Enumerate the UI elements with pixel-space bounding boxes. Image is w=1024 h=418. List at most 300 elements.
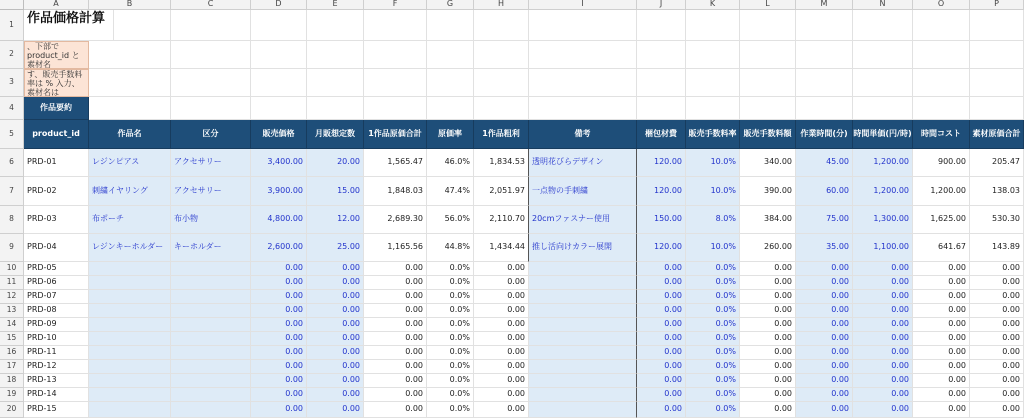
cell-category[interactable]: キーホルダー: [171, 234, 251, 262]
cell-zero[interactable]: 0.00: [474, 262, 529, 276]
grid-cell[interactable]: [796, 10, 853, 41]
cell-zero[interactable]: 0.00: [307, 290, 364, 304]
cell-zero[interactable]: 0.00: [307, 346, 364, 360]
cell-zero[interactable]: 0.00: [474, 388, 529, 402]
grid-cell[interactable]: [474, 41, 529, 69]
row-header-14[interactable]: 14: [0, 318, 24, 332]
column-header-n[interactable]: N: [853, 0, 913, 10]
cell-zero[interactable]: 0.00: [853, 276, 913, 290]
cell-zero[interactable]: 0.00: [364, 374, 427, 388]
table-header-10[interactable]: 梱包材費: [637, 120, 686, 149]
grid-cell[interactable]: [853, 97, 913, 120]
cell-zero[interactable]: 0.0%: [686, 318, 740, 332]
cell-id[interactable]: PRD-05: [24, 262, 89, 276]
cell-zero[interactable]: 0.00: [913, 360, 970, 374]
cell-id[interactable]: PRD-04: [24, 234, 89, 262]
cell-zero[interactable]: 0.00: [740, 318, 796, 332]
row-header-5[interactable]: 5: [0, 120, 24, 149]
grid-cell[interactable]: [529, 262, 637, 276]
cell-zero[interactable]: 0.00: [796, 402, 853, 418]
cell-zero[interactable]: 0.00: [796, 318, 853, 332]
grid-cell[interactable]: [427, 97, 474, 120]
cell-material[interactable]: 205.47: [970, 149, 1024, 177]
cell-zero[interactable]: 0.00: [637, 332, 686, 346]
grid-cell[interactable]: [89, 360, 171, 374]
cell-id[interactable]: PRD-08: [24, 304, 89, 318]
cell-zero[interactable]: 0.00: [970, 262, 1024, 276]
cell-zero[interactable]: 0.00: [637, 262, 686, 276]
grid-cell[interactable]: [364, 41, 427, 69]
cell-time_cost[interactable]: 900.00: [913, 149, 970, 177]
cell-zero[interactable]: 0.00: [364, 290, 427, 304]
cell-zero[interactable]: 0.00: [913, 304, 970, 318]
grid-cell[interactable]: [427, 10, 474, 41]
column-header-i[interactable]: I: [529, 0, 637, 10]
grid-cell[interactable]: [637, 41, 686, 69]
row-header-20[interactable]: 20: [0, 402, 24, 418]
cell-zero[interactable]: 0.00: [796, 360, 853, 374]
grid-cell[interactable]: [740, 41, 796, 69]
cell-zero[interactable]: 0.00: [474, 318, 529, 332]
grid-cell[interactable]: [637, 10, 686, 41]
grid-cell[interactable]: [251, 10, 307, 41]
cell-cost[interactable]: 2,689.30: [364, 206, 427, 234]
cell-id[interactable]: PRD-02: [24, 177, 89, 206]
grid-cell[interactable]: [89, 97, 171, 120]
column-header-f[interactable]: F: [364, 0, 427, 10]
grid-cell[interactable]: [89, 262, 171, 276]
cell-zero[interactable]: 0.00: [913, 402, 970, 418]
grid-cell[interactable]: [171, 69, 251, 97]
cell-id[interactable]: PRD-07: [24, 290, 89, 304]
grid-cell[interactable]: [89, 318, 171, 332]
row-header-4[interactable]: 4: [0, 97, 24, 120]
cell-zero[interactable]: 0.00: [474, 304, 529, 318]
cell-cost[interactable]: 1,848.03: [364, 177, 427, 206]
grid-cell[interactable]: [89, 346, 171, 360]
cell-minutes[interactable]: 75.00: [796, 206, 853, 234]
cell-zero[interactable]: 0.00: [251, 276, 307, 290]
table-header-4[interactable]: 販売価格: [251, 120, 307, 149]
cell-rate[interactable]: 56.0%: [427, 206, 474, 234]
cell-memo[interactable]: 20cmファスナー使用: [529, 206, 637, 234]
cell-zero[interactable]: 0.00: [307, 304, 364, 318]
cell-monthly[interactable]: 25.00: [307, 234, 364, 262]
column-header-j[interactable]: J: [637, 0, 686, 10]
cell-zero[interactable]: 0.0%: [686, 276, 740, 290]
row-header-13[interactable]: 13: [0, 304, 24, 318]
row-header-19[interactable]: 19: [0, 388, 24, 402]
cell-zero[interactable]: 0.0%: [686, 332, 740, 346]
cell-zero[interactable]: 0.00: [251, 360, 307, 374]
cell-zero[interactable]: 0.00: [637, 374, 686, 388]
grid-cell[interactable]: [364, 97, 427, 120]
sheet-title[interactable]: 作品価格計算: [24, 10, 114, 41]
cell-name[interactable]: 刺繍イヤリング: [89, 177, 171, 206]
note-cell[interactable]: す、販売手数料率は % 入力、素材名は: [24, 69, 89, 97]
cell-id[interactable]: PRD-03: [24, 206, 89, 234]
table-header-12[interactable]: 販売手数料額: [740, 120, 796, 149]
table-header-16[interactable]: 素材原価合計: [970, 120, 1024, 149]
table-header-9[interactable]: 備考: [529, 120, 637, 149]
cell-zero[interactable]: 0.00: [853, 290, 913, 304]
cell-name[interactable]: レジンキーホルダー: [89, 234, 171, 262]
grid-cell[interactable]: [796, 97, 853, 120]
cell-memo[interactable]: 推し活向けカラー展開: [529, 234, 637, 262]
cell-zero[interactable]: 0.00: [307, 388, 364, 402]
grid-cell[interactable]: [171, 304, 251, 318]
cell-zero[interactable]: 0.0%: [427, 346, 474, 360]
select-all-corner[interactable]: [0, 0, 24, 10]
cell-zero[interactable]: 0.00: [796, 346, 853, 360]
row-header-11[interactable]: 11: [0, 276, 24, 290]
grid-cell[interactable]: [529, 318, 637, 332]
cell-zero[interactable]: 0.00: [740, 332, 796, 346]
grid-cell[interactable]: [307, 97, 364, 120]
cell-name[interactable]: レジンピアス: [89, 149, 171, 177]
cell-zero[interactable]: 0.00: [970, 346, 1024, 360]
column-header-o[interactable]: O: [913, 0, 970, 10]
grid-cell[interactable]: [529, 388, 637, 402]
grid-cell[interactable]: [970, 10, 1024, 41]
cell-material[interactable]: 530.30: [970, 206, 1024, 234]
cell-zero[interactable]: 0.00: [364, 360, 427, 374]
cell-zero[interactable]: 0.0%: [427, 374, 474, 388]
cell-pack[interactable]: 120.00: [637, 177, 686, 206]
cell-zero[interactable]: 0.00: [970, 290, 1024, 304]
grid-cell[interactable]: [913, 41, 970, 69]
cell-hourly[interactable]: 1,100.00: [853, 234, 913, 262]
cell-zero[interactable]: 0.00: [307, 262, 364, 276]
row-header-18[interactable]: 18: [0, 374, 24, 388]
cell-zero[interactable]: 0.00: [913, 276, 970, 290]
grid-cell[interactable]: [913, 10, 970, 41]
cell-zero[interactable]: 0.00: [637, 402, 686, 418]
cell-pack[interactable]: 150.00: [637, 206, 686, 234]
cell-fee_rate[interactable]: 10.0%: [686, 177, 740, 206]
note-cell[interactable]: 、下部で product_id と 素材名: [24, 41, 89, 69]
cell-profit[interactable]: 1,834.53: [474, 149, 529, 177]
cell-zero[interactable]: 0.00: [364, 388, 427, 402]
grid-cell[interactable]: [740, 10, 796, 41]
column-header-p[interactable]: P: [970, 0, 1024, 10]
cell-zero[interactable]: 0.00: [970, 318, 1024, 332]
column-header-c[interactable]: C: [171, 0, 251, 10]
grid-cell[interactable]: [529, 332, 637, 346]
cell-zero[interactable]: 0.00: [970, 304, 1024, 318]
cell-minutes[interactable]: 60.00: [796, 177, 853, 206]
cell-fee_rate[interactable]: 10.0%: [686, 234, 740, 262]
grid-cell[interactable]: [970, 41, 1024, 69]
cell-fee[interactable]: 260.00: [740, 234, 796, 262]
cell-zero[interactable]: 0.00: [474, 276, 529, 290]
cell-profit[interactable]: 1,434.44: [474, 234, 529, 262]
table-header-13[interactable]: 作業時間(分): [796, 120, 853, 149]
grid-cell[interactable]: [171, 346, 251, 360]
cell-zero[interactable]: 0.0%: [686, 388, 740, 402]
cell-fee[interactable]: 340.00: [740, 149, 796, 177]
cell-zero[interactable]: 0.00: [796, 290, 853, 304]
cell-zero[interactable]: 0.00: [364, 318, 427, 332]
cell-id[interactable]: PRD-14: [24, 388, 89, 402]
grid-cell[interactable]: [529, 290, 637, 304]
cell-zero[interactable]: 0.00: [251, 332, 307, 346]
cell-zero[interactable]: 0.00: [796, 304, 853, 318]
cell-pack[interactable]: 120.00: [637, 149, 686, 177]
column-header-e[interactable]: E: [307, 0, 364, 10]
cell-material[interactable]: 143.89: [970, 234, 1024, 262]
table-header-15[interactable]: 時間コスト: [913, 120, 970, 149]
cell-zero[interactable]: 0.00: [307, 402, 364, 418]
grid-cell[interactable]: [686, 97, 740, 120]
grid-cell[interactable]: [171, 388, 251, 402]
cell-rate[interactable]: 46.0%: [427, 149, 474, 177]
grid-cell[interactable]: [970, 97, 1024, 120]
cell-time_cost[interactable]: 1,200.00: [913, 177, 970, 206]
cell-profit[interactable]: 2,110.70: [474, 206, 529, 234]
cell-zero[interactable]: 0.00: [474, 374, 529, 388]
cell-zero[interactable]: 0.00: [853, 346, 913, 360]
cell-profit[interactable]: 2,051.97: [474, 177, 529, 206]
cell-zero[interactable]: 0.0%: [427, 262, 474, 276]
cell-zero[interactable]: 0.0%: [427, 388, 474, 402]
cell-zero[interactable]: 0.0%: [427, 304, 474, 318]
cell-zero[interactable]: 0.0%: [427, 276, 474, 290]
cell-zero[interactable]: 0.00: [970, 388, 1024, 402]
cell-monthly[interactable]: 20.00: [307, 149, 364, 177]
cell-zero[interactable]: 0.00: [251, 262, 307, 276]
cell-zero[interactable]: 0.00: [740, 374, 796, 388]
grid-cell[interactable]: [913, 97, 970, 120]
cell-zero[interactable]: 0.00: [796, 332, 853, 346]
cell-category[interactable]: アクセサリー: [171, 149, 251, 177]
cell-fee[interactable]: 390.00: [740, 177, 796, 206]
section-label[interactable]: 作品要約: [24, 97, 89, 120]
table-header-1[interactable]: product_id: [24, 120, 89, 149]
grid-cell[interactable]: [171, 374, 251, 388]
cell-zero[interactable]: 0.0%: [686, 346, 740, 360]
cell-zero[interactable]: 0.00: [251, 290, 307, 304]
cell-zero[interactable]: 0.00: [853, 318, 913, 332]
cell-zero[interactable]: 0.00: [740, 262, 796, 276]
cell-zero[interactable]: 0.00: [251, 346, 307, 360]
row-header-15[interactable]: 15: [0, 332, 24, 346]
cell-zero[interactable]: 0.0%: [686, 402, 740, 418]
grid-cell[interactable]: [529, 346, 637, 360]
grid-cell[interactable]: [251, 69, 307, 97]
row-header-10[interactable]: 10: [0, 262, 24, 276]
row-header-6[interactable]: 6: [0, 149, 24, 177]
grid-cell[interactable]: [171, 41, 251, 69]
cell-zero[interactable]: 0.00: [740, 276, 796, 290]
cell-zero[interactable]: 0.00: [913, 262, 970, 276]
grid-cell[interactable]: [474, 10, 529, 41]
grid-cell[interactable]: [796, 69, 853, 97]
grid-cell[interactable]: [364, 69, 427, 97]
cell-price[interactable]: 2,600.00: [251, 234, 307, 262]
grid-cell[interactable]: [89, 69, 171, 97]
cell-id[interactable]: PRD-01: [24, 149, 89, 177]
cell-zero[interactable]: 0.00: [913, 332, 970, 346]
grid-cell[interactable]: [853, 10, 913, 41]
cell-zero[interactable]: 0.00: [970, 332, 1024, 346]
cell-zero[interactable]: 0.00: [364, 346, 427, 360]
grid-cell[interactable]: [529, 374, 637, 388]
grid-cell[interactable]: [740, 97, 796, 120]
cell-zero[interactable]: 0.00: [853, 332, 913, 346]
cell-zero[interactable]: 0.0%: [427, 402, 474, 418]
grid-cell[interactable]: [686, 10, 740, 41]
cell-price[interactable]: 3,400.00: [251, 149, 307, 177]
grid-cell[interactable]: [171, 10, 251, 41]
grid-cell[interactable]: [529, 69, 637, 97]
grid-cell[interactable]: [171, 276, 251, 290]
cell-zero[interactable]: 0.0%: [427, 318, 474, 332]
cell-zero[interactable]: 0.00: [637, 346, 686, 360]
cell-zero[interactable]: 0.00: [970, 360, 1024, 374]
cell-zero[interactable]: 0.0%: [686, 304, 740, 318]
cell-zero[interactable]: 0.00: [637, 276, 686, 290]
cell-minutes[interactable]: 45.00: [796, 149, 853, 177]
grid-cell[interactable]: [529, 304, 637, 318]
table-header-14[interactable]: 時間単価(円/時): [853, 120, 913, 149]
grid-cell[interactable]: [89, 374, 171, 388]
column-header-d[interactable]: D: [251, 0, 307, 10]
cell-hourly[interactable]: 1,200.00: [853, 177, 913, 206]
cell-zero[interactable]: 0.00: [637, 360, 686, 374]
cell-zero[interactable]: 0.00: [740, 304, 796, 318]
grid-cell[interactable]: [637, 97, 686, 120]
cell-zero[interactable]: 0.00: [740, 388, 796, 402]
cell-cost[interactable]: 1,165.56: [364, 234, 427, 262]
row-header-3[interactable]: 3: [0, 69, 24, 97]
grid-cell[interactable]: [529, 276, 637, 290]
cell-zero[interactable]: 0.00: [251, 388, 307, 402]
cell-zero[interactable]: 0.00: [913, 346, 970, 360]
grid-cell[interactable]: [913, 69, 970, 97]
cell-zero[interactable]: 0.00: [307, 374, 364, 388]
column-header-b[interactable]: B: [89, 0, 171, 10]
cell-zero[interactable]: 0.00: [970, 276, 1024, 290]
cell-hourly[interactable]: 1,300.00: [853, 206, 913, 234]
cell-fee_rate[interactable]: 10.0%: [686, 149, 740, 177]
grid-cell[interactable]: [251, 41, 307, 69]
grid-cell[interactable]: [89, 388, 171, 402]
cell-zero[interactable]: 0.00: [796, 388, 853, 402]
grid-cell[interactable]: [307, 41, 364, 69]
column-header-k[interactable]: K: [686, 0, 740, 10]
cell-zero[interactable]: 0.0%: [427, 290, 474, 304]
cell-zero[interactable]: 0.00: [251, 374, 307, 388]
cell-price[interactable]: 4,800.00: [251, 206, 307, 234]
cell-id[interactable]: PRD-15: [24, 402, 89, 418]
column-header-m[interactable]: M: [796, 0, 853, 10]
cell-zero[interactable]: 0.00: [364, 304, 427, 318]
cell-zero[interactable]: 0.00: [740, 290, 796, 304]
grid-cell[interactable]: [529, 41, 637, 69]
cell-name[interactable]: 布ポーチ: [89, 206, 171, 234]
grid-cell[interactable]: [171, 290, 251, 304]
grid-cell[interactable]: [89, 304, 171, 318]
cell-id[interactable]: PRD-06: [24, 276, 89, 290]
cell-zero[interactable]: 0.00: [853, 388, 913, 402]
grid-cell[interactable]: [853, 69, 913, 97]
cell-time_cost[interactable]: 641.67: [913, 234, 970, 262]
cell-zero[interactable]: 0.00: [796, 276, 853, 290]
grid-cell[interactable]: [529, 360, 637, 374]
cell-zero[interactable]: 0.00: [970, 402, 1024, 418]
row-header-9[interactable]: 9: [0, 234, 24, 262]
grid-cell[interactable]: [89, 290, 171, 304]
cell-zero[interactable]: 0.00: [853, 374, 913, 388]
grid-cell[interactable]: [474, 97, 529, 120]
grid-cell[interactable]: [740, 69, 796, 97]
cell-zero[interactable]: 0.00: [637, 318, 686, 332]
cell-rate[interactable]: 44.8%: [427, 234, 474, 262]
cell-zero[interactable]: 0.00: [307, 276, 364, 290]
cell-zero[interactable]: 0.00: [307, 332, 364, 346]
column-header-l[interactable]: L: [740, 0, 796, 10]
cell-category[interactable]: アクセサリー: [171, 177, 251, 206]
cell-zero[interactable]: 0.00: [913, 388, 970, 402]
cell-cost[interactable]: 1,565.47: [364, 149, 427, 177]
table-header-11[interactable]: 販売手数料率: [686, 120, 740, 149]
cell-zero[interactable]: 0.00: [853, 360, 913, 374]
grid-cell[interactable]: [686, 69, 740, 97]
cell-zero[interactable]: 0.00: [970, 374, 1024, 388]
cell-zero[interactable]: 0.00: [251, 318, 307, 332]
table-header-6[interactable]: 1作品原価合計: [364, 120, 427, 149]
cell-zero[interactable]: 0.00: [637, 388, 686, 402]
cell-memo[interactable]: 透明花びらデザイン: [529, 149, 637, 177]
grid-cell[interactable]: [427, 69, 474, 97]
row-header-1[interactable]: 1: [0, 10, 24, 41]
cell-monthly[interactable]: 15.00: [307, 177, 364, 206]
row-header-7[interactable]: 7: [0, 177, 24, 206]
cell-zero[interactable]: 0.00: [853, 262, 913, 276]
cell-minutes[interactable]: 35.00: [796, 234, 853, 262]
grid-cell[interactable]: [637, 69, 686, 97]
grid-cell[interactable]: [171, 262, 251, 276]
cell-zero[interactable]: 0.00: [307, 360, 364, 374]
cell-id[interactable]: PRD-12: [24, 360, 89, 374]
cell-zero[interactable]: 0.0%: [427, 332, 474, 346]
cell-zero[interactable]: 0.00: [913, 374, 970, 388]
row-header-17[interactable]: 17: [0, 360, 24, 374]
row-header-16[interactable]: 16: [0, 346, 24, 360]
table-header-3[interactable]: 区分: [171, 120, 251, 149]
cell-zero[interactable]: 0.0%: [686, 262, 740, 276]
grid-cell[interactable]: [474, 69, 529, 97]
cell-zero[interactable]: 0.00: [474, 360, 529, 374]
cell-pack[interactable]: 120.00: [637, 234, 686, 262]
cell-zero[interactable]: 0.00: [474, 290, 529, 304]
cell-zero[interactable]: 0.00: [740, 402, 796, 418]
grid-cell[interactable]: [171, 318, 251, 332]
grid-cell[interactable]: [251, 97, 307, 120]
grid-cell[interactable]: [529, 97, 637, 120]
cell-zero[interactable]: 0.00: [853, 402, 913, 418]
cell-zero[interactable]: 0.00: [251, 402, 307, 418]
cell-zero[interactable]: 0.00: [251, 304, 307, 318]
cell-zero[interactable]: 0.0%: [686, 290, 740, 304]
cell-zero[interactable]: 0.00: [364, 402, 427, 418]
cell-monthly[interactable]: 12.00: [307, 206, 364, 234]
grid-cell[interactable]: [529, 402, 637, 418]
cell-id[interactable]: PRD-11: [24, 346, 89, 360]
cell-zero[interactable]: 0.0%: [686, 374, 740, 388]
cell-id[interactable]: PRD-09: [24, 318, 89, 332]
